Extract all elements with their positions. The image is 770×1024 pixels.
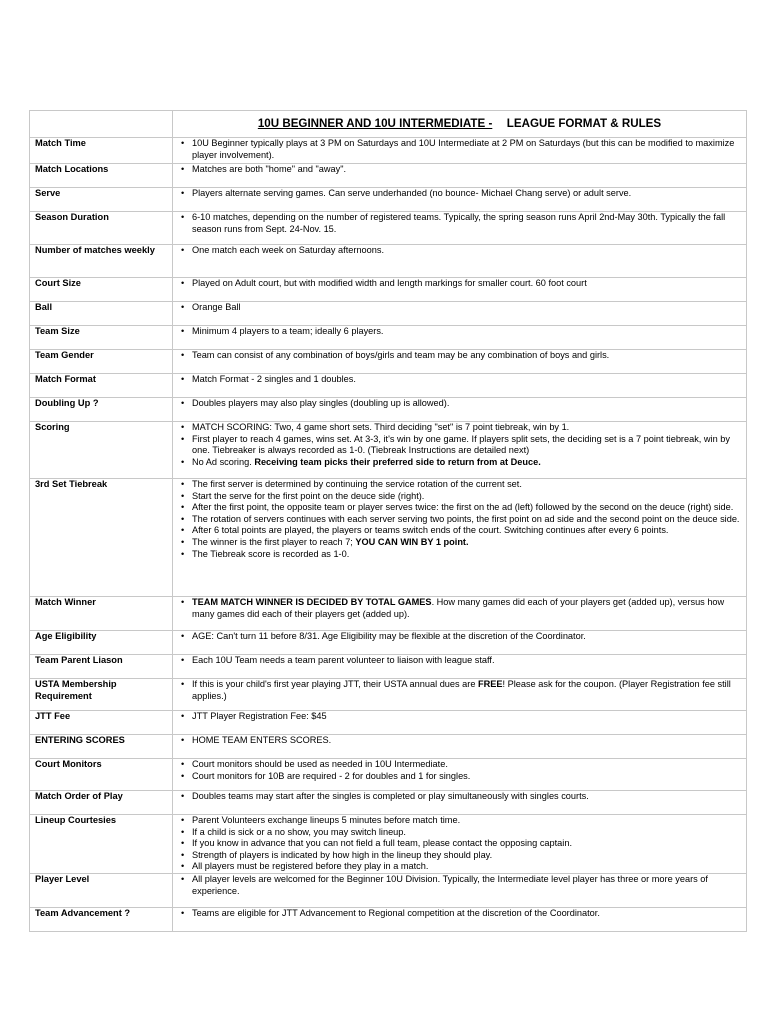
bullet-icon: •	[181, 245, 185, 255]
bullet-list	[181, 735, 740, 747]
bullet-list	[181, 597, 740, 620]
row-content-cell	[173, 735, 747, 759]
list-item	[181, 188, 740, 200]
row-content-cell	[173, 479, 747, 597]
table-row	[30, 188, 747, 212]
row-label: 3rd Set Tiebreak	[35, 479, 108, 489]
bullet-icon: •	[181, 525, 185, 536]
table-row	[30, 212, 747, 245]
row-label-cell	[30, 278, 173, 302]
row-label: Season Duration	[35, 212, 109, 222]
row-content-cell	[173, 679, 747, 711]
item-text: The Tiebreak score is recorded as 1-0.	[192, 548, 350, 559]
item-text: If this is your child's first year playing JTT, their USTA annual dues are	[192, 679, 479, 689]
list-item	[181, 422, 740, 434]
item-text: AGE: Can't turn 11 before 8/31. Age Eligibility may be flexible at the discretion of the Coordinator.	[192, 631, 586, 641]
table-row	[30, 374, 747, 398]
row-label-cell	[30, 655, 173, 679]
row-content-cell	[173, 188, 747, 212]
row-content-cell	[173, 597, 747, 631]
table-row	[30, 479, 747, 597]
bullet-icon: •	[181, 138, 185, 148]
row-label: Match Order of Play	[35, 791, 123, 801]
bullet-list	[181, 245, 740, 257]
item-text: 10U Beginner typically plays at 3 PM on Saturdays and 10U Intermediate at 2 PM on Saturdays (but this can be modified to maximize player involvement).	[192, 138, 735, 160]
row-label: Match Format	[35, 374, 96, 384]
list-item	[181, 164, 740, 176]
bullet-list	[181, 398, 740, 410]
bullet-list	[181, 759, 740, 782]
row-label: Match Winner	[35, 597, 96, 607]
item-text: The winner is the first player to reach 7;	[192, 536, 356, 547]
bullet-icon: •	[181, 770, 185, 781]
item-text: If a child is sick or a no show, you may switch lineup.	[192, 826, 406, 837]
bullet-icon: •	[181, 479, 185, 489]
bullet-icon: •	[181, 548, 185, 559]
row-label: Age Eligibility	[35, 631, 97, 641]
bullet-list	[181, 791, 740, 803]
list-item	[181, 549, 740, 561]
list-item	[181, 597, 740, 620]
item-text: YOU CAN WIN BY 1 point.	[355, 536, 469, 547]
bullet-icon: •	[181, 278, 185, 288]
row-label-cell	[30, 679, 173, 711]
item-text: Match Format - 2 singles and 1 doubles.	[192, 374, 356, 384]
bullet-icon: •	[181, 490, 185, 501]
bullet-icon: •	[181, 791, 185, 801]
bullet-list	[181, 326, 740, 338]
list-item	[181, 850, 740, 862]
row-label-cell	[30, 326, 173, 350]
table-row	[30, 679, 747, 711]
bullet-icon: •	[181, 502, 185, 513]
list-item	[181, 302, 740, 314]
item-text: Matches are both "home" and "away".	[192, 164, 347, 174]
item-text: Orange Ball	[192, 302, 241, 312]
bullet-list	[181, 164, 740, 176]
item-text: Played on Adult court, but with modified width and length markings for smaller court. 60 foot court	[192, 278, 587, 288]
bullet-list	[181, 815, 740, 873]
bullet-icon: •	[181, 711, 185, 721]
table-row	[30, 326, 747, 350]
row-content-cell	[173, 278, 747, 302]
row-label: Match Time	[35, 138, 86, 148]
list-item	[181, 861, 740, 873]
row-label-cell	[30, 398, 173, 422]
bullet-list	[181, 679, 740, 702]
row-content-cell	[173, 873, 747, 907]
table-row	[30, 398, 747, 422]
table-row	[30, 350, 747, 374]
item-text: After the first point, the opposite team or player serves twice: the first on the ad (left) followed by the second on the deuce (right) side.	[192, 502, 734, 513]
item-text: If you know in advance that you can not field a full team, please contact the opposing captain.	[192, 838, 572, 849]
table-row	[30, 138, 747, 164]
table-row	[30, 759, 747, 791]
bullet-icon: •	[181, 536, 185, 547]
bullet-list	[181, 711, 740, 723]
row-label: JTT Fee	[35, 711, 71, 721]
item-text: Strength of players is indicated by how high in the lineup they should play.	[192, 849, 493, 860]
bullet-list	[181, 350, 740, 362]
row-content-cell	[173, 350, 747, 374]
row-label: Court Size	[35, 278, 81, 288]
table-row	[30, 597, 747, 631]
item-text: FREE	[478, 679, 503, 689]
list-item	[181, 631, 740, 643]
item-text: No Ad scoring.	[192, 456, 255, 467]
row-content-cell	[173, 422, 747, 479]
row-label: Scoring	[35, 422, 70, 432]
row-content-cell	[173, 326, 747, 350]
table-row	[30, 655, 747, 679]
list-item	[181, 491, 740, 503]
table-row	[30, 907, 747, 931]
row-content-cell	[173, 212, 747, 245]
item-text: 6-10 matches, depending on the number of registered teams. Typically, the spring season runs April 2nd-May 30th. Typically the fall season runs from Sept. 24-Nov. 15.	[192, 212, 726, 234]
row-label-cell	[30, 791, 173, 815]
table-row	[30, 873, 747, 907]
row-label: Number of matches weekly	[35, 245, 155, 255]
table-row	[30, 631, 747, 655]
item-text: JTT Player Registration Fee: $45	[192, 711, 327, 721]
row-content-cell	[173, 302, 747, 326]
item-text: Teams are eligible for JTT Advancement to Regional competition at the discretion of the Coordinator.	[192, 907, 600, 918]
row-label-cell	[30, 374, 173, 398]
bullet-icon: •	[181, 398, 185, 408]
bullet-icon: •	[181, 212, 185, 222]
row-content-cell	[173, 398, 747, 422]
row-label-cell	[30, 735, 173, 759]
row-label-cell	[30, 422, 173, 479]
item-text: All players must be registered before they play in a match.	[192, 861, 429, 872]
item-text: Players alternate serving games. Can serve underhanded (no bounce- Michael Chang serve) or adult serve.	[192, 188, 632, 198]
rules-table	[29, 110, 747, 932]
row-label-cell	[30, 138, 173, 164]
table-row	[30, 302, 747, 326]
bullet-list	[181, 374, 740, 386]
bullet-icon: •	[181, 815, 185, 825]
list-item	[181, 434, 740, 457]
row-label: Doubling Up ?	[35, 398, 99, 408]
list-item	[181, 212, 740, 235]
item-text: Start the serve for the first point on the deuce side (right).	[192, 490, 425, 501]
row-content-cell	[173, 138, 747, 164]
bullet-icon: •	[181, 849, 185, 860]
table-row	[30, 711, 747, 735]
list-item	[181, 457, 740, 469]
row-label-cell	[30, 245, 173, 278]
bullet-icon: •	[181, 838, 185, 849]
list-item	[181, 138, 740, 161]
item-text: Doubles teams may start after the singles is completed or play simultaneously with singles courts.	[192, 791, 589, 801]
row-label-cell	[30, 597, 173, 631]
row-content-cell	[173, 907, 747, 931]
item-text: All player levels are welcomed for the Beginner 10U Division. Typically, the Intermediate level player has three or more years of experience.	[192, 873, 708, 896]
list-item	[181, 791, 740, 803]
item-text: Court monitors for 10B are required - 2 for doubles and 1 for singles.	[192, 770, 471, 781]
row-label-cell	[30, 350, 173, 374]
row-content-cell	[173, 245, 747, 278]
list-item	[181, 815, 740, 827]
list-item	[181, 838, 740, 850]
item-text: Parent Volunteers exchange lineups 5 minutes before match time.	[192, 815, 461, 825]
list-item	[181, 398, 740, 410]
bullet-icon: •	[181, 597, 185, 607]
bullet-icon: •	[181, 735, 185, 745]
row-label: Match Locations	[35, 164, 109, 174]
bullet-list	[181, 908, 740, 920]
row-content-cell	[173, 631, 747, 655]
bullet-icon: •	[181, 374, 185, 384]
list-item	[181, 525, 740, 537]
bullet-icon: •	[181, 679, 185, 689]
bullet-icon: •	[181, 759, 185, 769]
bullet-icon: •	[181, 188, 185, 198]
row-label-cell	[30, 711, 173, 735]
row-label: Ball	[35, 302, 53, 312]
row-content-cell	[173, 759, 747, 791]
row-label-cell	[30, 479, 173, 597]
item-text: . How many games did each of your players get (added up), versus how many games did each of their players get (added up).	[192, 597, 725, 619]
bullet-list	[181, 138, 740, 161]
bullet-icon: •	[181, 513, 185, 524]
row-content-cell	[173, 815, 747, 874]
item-text: MATCH SCORING: Two, 4 game short sets. Third deciding "set" is 7 point tiebreak, win by 1.	[192, 422, 570, 432]
table-row	[30, 422, 747, 479]
bullet-icon: •	[181, 433, 185, 444]
title-cell	[173, 111, 747, 138]
table-row	[30, 245, 747, 278]
item-text: The first server is determined by continuing the service rotation of the current set.	[192, 479, 522, 489]
bullet-list	[181, 422, 740, 468]
item-text: Each 10U Team needs a team parent volunteer to liaison with league staff.	[192, 655, 495, 665]
row-label: USTA Membership Requirement	[35, 679, 117, 701]
list-item	[181, 827, 740, 839]
bullet-icon: •	[181, 326, 185, 336]
bullet-list	[181, 302, 740, 314]
bullet-list	[181, 631, 740, 643]
row-label: Team Parent Liason	[35, 655, 123, 665]
list-item	[181, 350, 740, 362]
row-content-cell	[173, 711, 747, 735]
bullet-icon: •	[181, 350, 185, 360]
row-content-cell	[173, 374, 747, 398]
bullet-list	[181, 655, 740, 667]
bullet-icon: •	[181, 826, 185, 837]
list-item	[181, 479, 740, 491]
bullet-icon: •	[181, 861, 185, 872]
row-content-cell	[173, 791, 747, 815]
row-label-cell	[30, 164, 173, 188]
row-label: Lineup Courtesies	[35, 815, 117, 825]
row-label-cell	[30, 873, 173, 907]
row-content-cell	[173, 655, 747, 679]
title-right: LEAGUE FORMAT & RULES	[506, 117, 662, 130]
list-item	[181, 679, 740, 702]
item-text: HOME TEAM ENTERS SCORES.	[192, 735, 332, 745]
item-text: Receiving team picks their preferred side to return from at Deuce.	[254, 456, 541, 467]
title-label-cell	[30, 111, 173, 138]
row-label-cell	[30, 302, 173, 326]
row-label: Team Advancement ?	[35, 907, 131, 918]
bullet-icon: •	[181, 422, 185, 432]
list-item	[181, 874, 740, 897]
row-label-cell	[30, 907, 173, 931]
row-label: Court Monitors	[35, 759, 102, 769]
bullet-list	[181, 874, 740, 897]
item-text: First player to reach 4 games, wins set. At 3-3, it's win by one game. If players split sets, the deciding set is a 7 point tiebreak, win by one. Tiebreaker is always recorded as 1-0. (Tiebreak Instructions are detailed next)	[192, 433, 730, 456]
item-text: ! Please ask for the coupon. (Player Registration fee still applies.)	[192, 679, 731, 701]
bullet-icon: •	[181, 907, 185, 918]
bullet-list	[181, 479, 740, 560]
bullet-icon: •	[181, 164, 185, 174]
row-label: ENTERING SCORES	[35, 735, 125, 745]
row-label-cell	[30, 212, 173, 245]
item-text: After 6 total points are played, the players or teams switch ends of the court. Switching continues after every 6 points.	[192, 525, 669, 536]
item-text: Doubles players may also play singles (doubling up is allowed).	[192, 398, 450, 408]
item-text: Team can consist of any combination of boys/girls and team may be any combination of boys and girls.	[192, 350, 610, 360]
item-text: Court monitors should be used as needed in 10U Intermediate.	[192, 759, 448, 769]
item-text: The rotation of servers continues with each server serving two points, the first point on ad side and the second point on the deuce side.	[192, 513, 740, 524]
row-label-cell	[30, 631, 173, 655]
list-item	[181, 537, 740, 549]
list-item	[181, 735, 740, 747]
list-item	[181, 514, 740, 526]
list-item	[181, 759, 740, 771]
list-item	[181, 771, 740, 783]
row-label-cell	[30, 815, 173, 874]
title-left: 10U BEGINNER AND 10U INTERMEDIATE -	[257, 117, 493, 130]
item-text: One match each week on Saturday afternoons.	[192, 245, 385, 255]
row-label: Serve	[35, 188, 61, 198]
table-row	[30, 735, 747, 759]
bullet-icon: •	[181, 302, 185, 312]
row-label-cell	[30, 759, 173, 791]
list-item	[181, 245, 740, 257]
list-item	[181, 502, 740, 514]
bullet-list	[181, 212, 740, 235]
list-item	[181, 374, 740, 386]
item-text: Minimum 4 players to a team; ideally 6 players.	[192, 326, 384, 336]
table-row	[30, 164, 747, 188]
bullet-icon: •	[181, 873, 185, 884]
row-label: Player Level	[35, 873, 90, 884]
bullet-icon: •	[181, 631, 185, 641]
list-item	[181, 326, 740, 338]
item-text: TEAM MATCH WINNER IS DECIDED BY TOTAL GAMES	[192, 597, 432, 607]
table-row	[30, 278, 747, 302]
list-item	[181, 655, 740, 667]
bullet-list	[181, 278, 740, 290]
list-item	[181, 711, 740, 723]
list-item	[181, 278, 740, 290]
row-label-cell	[30, 188, 173, 212]
title-row	[30, 111, 747, 138]
row-label: Team Gender	[35, 350, 94, 360]
row-content-cell	[173, 164, 747, 188]
bullet-icon: •	[181, 456, 185, 467]
table-row	[30, 791, 747, 815]
bullet-list	[181, 188, 740, 200]
list-item	[181, 908, 740, 920]
table-row	[30, 815, 747, 874]
row-label: Team Size	[35, 326, 80, 336]
bullet-icon: •	[181, 655, 185, 665]
